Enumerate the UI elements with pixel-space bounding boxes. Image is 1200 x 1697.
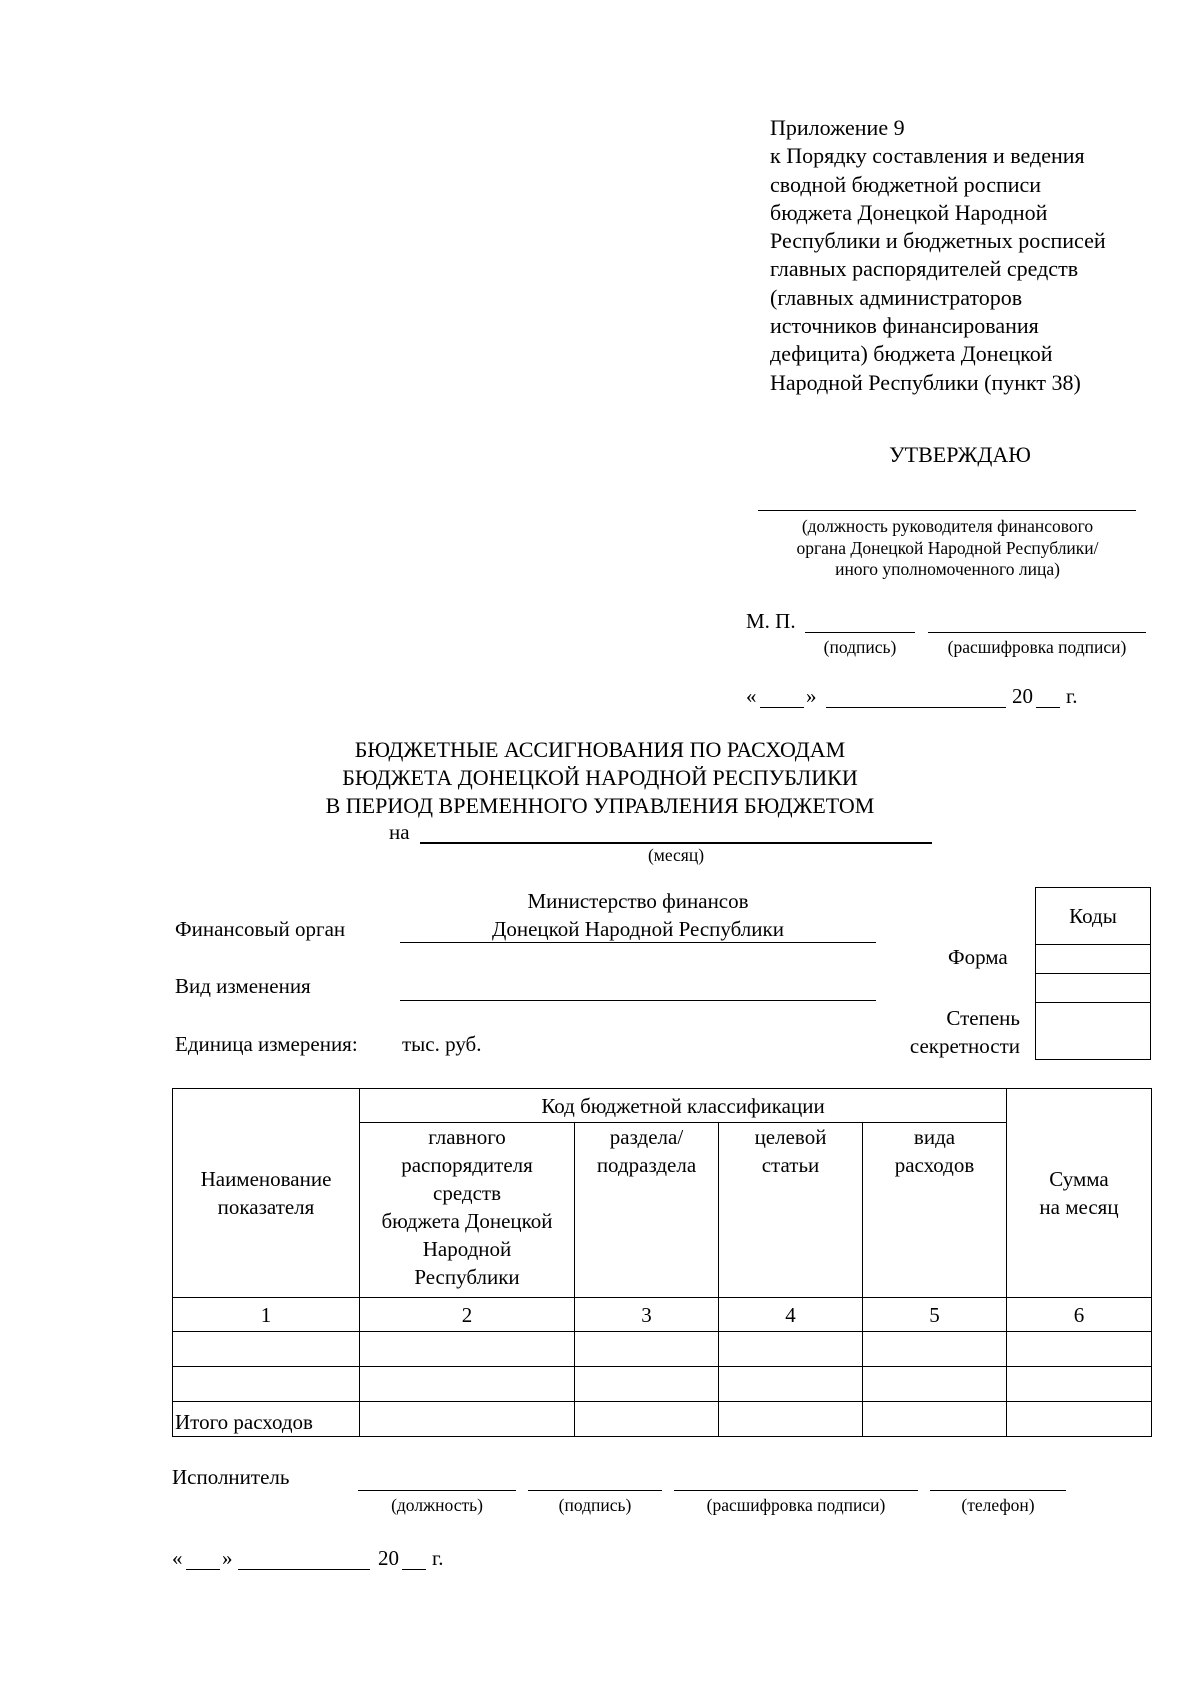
table-cell[interactable]	[863, 1402, 1007, 1437]
footer-date-day-line	[186, 1569, 220, 1570]
approve-date-close-quote: »	[806, 684, 817, 708]
table-cell[interactable]	[1007, 1367, 1152, 1402]
title-line: БЮДЖЕТА ДОНЕЦКОЙ НАРОДНОЙ РЕСПУБЛИКИ	[342, 765, 858, 790]
table-cell[interactable]	[863, 1367, 1007, 1402]
document-title	[0, 736, 1200, 820]
signature-line	[805, 632, 915, 633]
table-cell[interactable]	[863, 1332, 1007, 1367]
col-section-header: раздела/ подраздела	[575, 1123, 719, 1298]
codes-form-cell[interactable]	[1036, 945, 1151, 974]
classification-header: Код бюджетной классификации	[360, 1089, 1007, 1123]
column-number: 4	[719, 1298, 863, 1332]
approve-date-year-prefix: 20	[1012, 684, 1033, 708]
footer-date-year-prefix: 20	[378, 1546, 399, 1570]
executor-phone-line	[930, 1490, 1066, 1491]
approve-date-open-quote: «	[746, 684, 757, 708]
table-cell[interactable]	[719, 1402, 863, 1437]
col-name-header: Наименование показателя	[173, 1089, 360, 1298]
table-cell[interactable]	[1007, 1402, 1152, 1437]
total-row	[173, 1402, 1152, 1437]
executor-label: Исполнитель	[172, 1465, 290, 1489]
signature-decoding-caption: (расшифровка подписи)	[947, 637, 1127, 657]
codes-blank-cell[interactable]	[1036, 974, 1151, 1003]
column-number: 5	[863, 1298, 1007, 1332]
codes-header: Коды	[1036, 888, 1151, 945]
column-number: 6	[1007, 1298, 1152, 1332]
unit-label: Единица измерения:	[175, 1032, 358, 1056]
change-type-label: Вид изменения	[175, 974, 311, 998]
financial-body-value-line: Министерство финансов	[527, 889, 749, 913]
secrecy-label-line: Степень	[946, 1006, 1020, 1030]
footer-date-year-line	[402, 1569, 426, 1570]
appendix-line: (главных администраторов	[770, 284, 1023, 310]
footer-date-close-quote: »	[222, 1546, 233, 1570]
position-caption-line: (должность руководителя финансового	[801, 516, 1094, 536]
position-caption-line: иного уполномоченного лица)	[835, 559, 1060, 579]
executor-phone-caption: (телефон)	[961, 1495, 1035, 1515]
table-cell[interactable]	[575, 1367, 719, 1402]
position-caption-line: органа Донецкой Народной Республики/	[796, 537, 1099, 558]
signature-caption: (подпись)	[823, 637, 897, 657]
table-cell[interactable]	[360, 1402, 575, 1437]
footer-date-open-quote: «	[172, 1546, 183, 1570]
approve-date-month-line	[826, 707, 1006, 708]
month-line	[420, 842, 932, 844]
unit-value: тыс. руб.	[402, 1032, 482, 1056]
approve-heading: УТВЕРЖДАЮ	[889, 442, 1031, 467]
title-line: БЮДЖЕТНЫЕ АССИГНОВАНИЯ ПО РАСХОДАМ	[354, 737, 846, 762]
column-number: 3	[575, 1298, 719, 1332]
appendix-line: Республики и бюджетных росписей	[770, 228, 1106, 254]
column-number: 1	[173, 1298, 360, 1332]
table-cell[interactable]	[173, 1332, 360, 1367]
appendix-line: главных распорядителей средств	[770, 256, 1079, 282]
financial-body-value-line: Донецкой Народной Республики	[492, 917, 784, 941]
appendix-line: Приложение 9	[770, 115, 905, 140]
executor-signature-line	[528, 1490, 662, 1491]
column-numbers-row	[173, 1298, 1152, 1332]
executor-position-caption: (должность)	[391, 1495, 483, 1515]
appendix-line: бюджета Донецкой Народной	[770, 199, 1048, 225]
change-type-line	[400, 1000, 876, 1001]
table-cell[interactable]	[575, 1332, 719, 1367]
executor-position-line	[358, 1490, 516, 1491]
table-cell[interactable]	[360, 1367, 575, 1402]
table-cell[interactable]	[360, 1332, 575, 1367]
table-row	[173, 1332, 1152, 1367]
footer-date-month-line	[238, 1569, 370, 1570]
table-cell[interactable]	[575, 1402, 719, 1437]
appendix-line: Народной Республики (пункт 38)	[770, 369, 1081, 395]
appendix-line: дефицита) бюджета Донецкой	[770, 341, 1053, 367]
col-main-manager-header: главного распорядителя средств бюджета Донецкой Народной Республики	[360, 1123, 575, 1298]
month-caption: (месяц)	[647, 845, 705, 865]
allocations-table	[172, 1088, 1152, 1437]
secrecy-label	[880, 1004, 1020, 1060]
appendix-line: источников финансирования	[770, 313, 1039, 339]
secrecy-label-line: секретности	[909, 1034, 1020, 1058]
position-line	[758, 510, 1136, 511]
footer-date-year-suffix: г.	[432, 1546, 444, 1570]
position-caption	[740, 516, 1155, 581]
approve-date-year-line	[1036, 707, 1060, 708]
appendix-reference	[770, 114, 1180, 397]
table-row	[173, 1367, 1152, 1402]
total-label: Итого расходов	[173, 1402, 360, 1437]
financial-body-line	[400, 942, 876, 943]
executor-decoding-caption: (расшифровка подписи)	[706, 1495, 886, 1515]
stamp-label: М. П.	[746, 609, 796, 633]
executor-decoding-line	[674, 1490, 918, 1491]
executor-signature-caption: (подпись)	[558, 1495, 632, 1515]
col-target-item-header: целевой статьи	[719, 1123, 863, 1298]
col-sum-header: Сумма на месяц	[1007, 1089, 1152, 1298]
table-cell[interactable]	[719, 1332, 863, 1367]
form-label: Форма	[948, 945, 1008, 969]
on-label: на	[389, 820, 410, 844]
table-cell[interactable]	[173, 1367, 360, 1402]
signature-decoding-line	[928, 632, 1146, 633]
codes-table	[1035, 887, 1151, 1060]
financial-body-label: Финансовый орган	[175, 917, 346, 941]
table-cell[interactable]	[719, 1367, 863, 1402]
codes-secrecy-cell[interactable]	[1036, 1003, 1151, 1060]
title-line: В ПЕРИОД ВРЕМЕННОГО УПРАВЛЕНИЯ БЮДЖЕТОМ	[325, 793, 875, 818]
table-cell[interactable]	[1007, 1332, 1152, 1367]
appendix-line: сводной бюджетной росписи	[770, 171, 1042, 197]
approve-date-year-suffix: г.	[1066, 684, 1078, 708]
column-number: 2	[360, 1298, 575, 1332]
appendix-line: к Порядку составления и ведения	[770, 143, 1085, 169]
financial-body-value	[400, 887, 876, 943]
col-expense-type-header: вида расходов	[863, 1123, 1007, 1298]
approve-date-day-line	[760, 707, 804, 708]
